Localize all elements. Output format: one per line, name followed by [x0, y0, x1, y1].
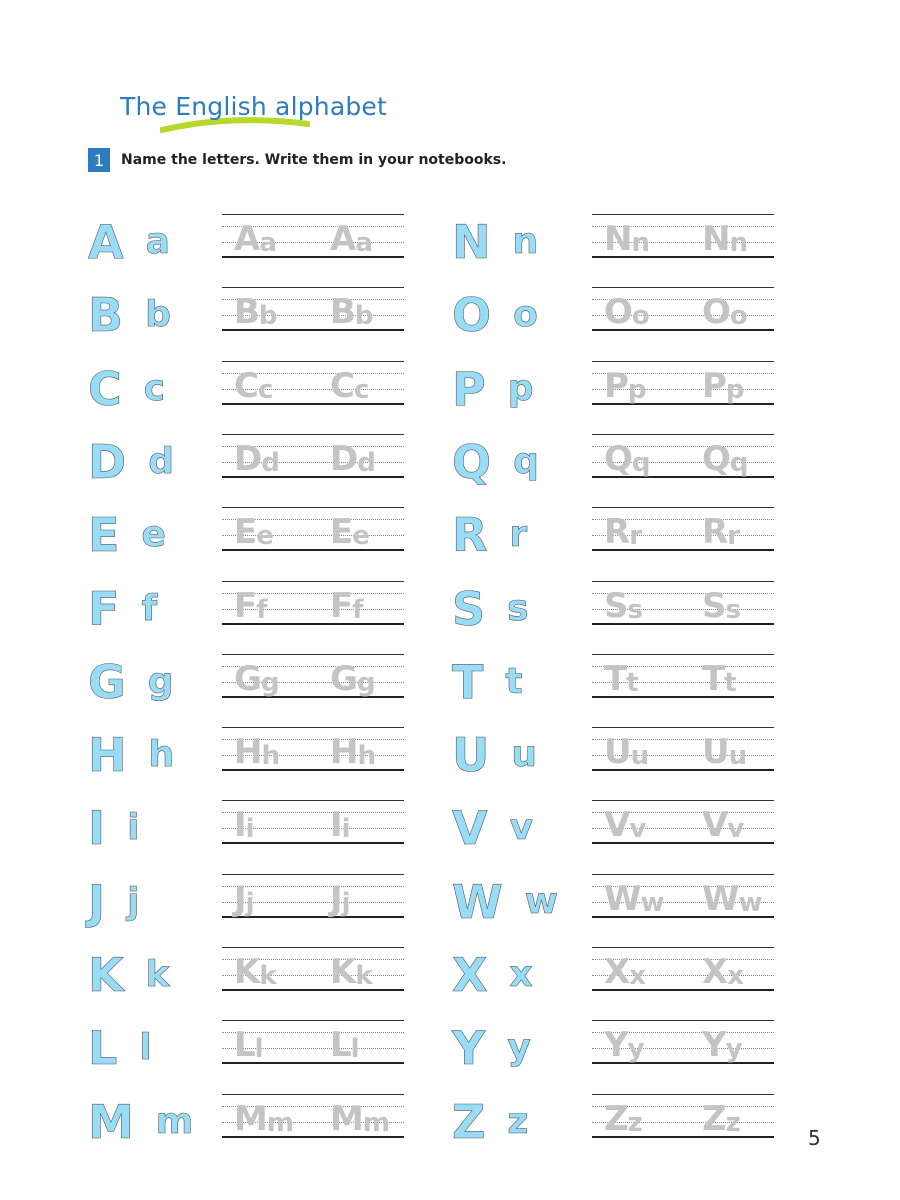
- trace-lowercase: r: [629, 521, 642, 551]
- tracing-letter-sample: [234, 509, 273, 552]
- model-lowercase-letter: v: [509, 807, 534, 848]
- trace-uppercase: Y: [604, 1025, 628, 1065]
- model-letter-pair: [452, 1094, 528, 1150]
- model-letter-pair: [88, 287, 171, 343]
- trace-lowercase: a: [259, 228, 276, 258]
- tracing-letter-sample: [604, 1096, 642, 1139]
- model-letter-pair: [452, 507, 527, 563]
- model-uppercase-letter: V: [452, 801, 488, 855]
- trace-lowercase: h: [261, 741, 279, 771]
- trace-lowercase: s: [725, 595, 740, 625]
- model-lowercase-letter: g: [147, 661, 174, 702]
- model-letter-pair: [452, 214, 538, 270]
- model-lowercase-letter: k: [145, 954, 170, 995]
- trace-uppercase: G: [234, 659, 261, 699]
- model-uppercase-letter: B: [88, 288, 124, 342]
- model-letter-pair: [88, 434, 174, 490]
- trace-lowercase: n: [729, 228, 747, 258]
- tracing-letter-sample: [702, 363, 744, 406]
- trace-uppercase: B: [234, 292, 259, 332]
- tracing-letter-sample: [702, 729, 747, 772]
- trace-uppercase: T: [604, 659, 627, 699]
- trace-uppercase: O: [604, 292, 632, 332]
- trace-lowercase: i: [245, 814, 254, 844]
- trace-uppercase: O: [702, 292, 730, 332]
- trace-uppercase: D: [330, 439, 358, 479]
- trace-lowercase: x: [727, 961, 743, 991]
- trace-lowercase: i: [341, 814, 350, 844]
- trace-uppercase: T: [702, 659, 725, 699]
- tracing-letter-sample: [234, 583, 267, 626]
- trace-lowercase: a: [355, 228, 372, 258]
- trace-lowercase: w: [738, 888, 762, 918]
- trace-lowercase: y: [725, 1034, 742, 1064]
- trace-uppercase: H: [330, 732, 358, 772]
- trace-uppercase: C: [234, 366, 258, 406]
- tracing-letter-sample: [702, 802, 744, 845]
- trace-uppercase: R: [702, 512, 728, 552]
- trace-uppercase: E: [330, 512, 353, 552]
- model-letter-pair: [88, 361, 165, 417]
- tracing-letter-sample: [702, 289, 747, 332]
- trace-uppercase: M: [234, 1099, 267, 1139]
- model-letter-pair: [452, 654, 523, 710]
- trace-uppercase: Z: [702, 1099, 726, 1139]
- tracing-letter-sample: [330, 363, 369, 406]
- trace-lowercase: b: [354, 301, 373, 331]
- tracing-letter-sample: [330, 509, 369, 552]
- model-letter-pair: [452, 727, 537, 783]
- trace-uppercase: E: [234, 512, 257, 552]
- tracing-letter-sample: [234, 1096, 293, 1139]
- model-uppercase-letter: A: [88, 215, 124, 269]
- model-letter-pair: [88, 654, 174, 710]
- model-letter-pair: [452, 581, 529, 637]
- tracing-letter-sample: [330, 1096, 389, 1139]
- trace-lowercase: z: [627, 1108, 642, 1138]
- trace-uppercase: A: [330, 219, 356, 259]
- model-uppercase-letter: U: [452, 728, 490, 782]
- trace-uppercase: M: [330, 1099, 363, 1139]
- model-uppercase-letter: C: [88, 362, 122, 416]
- model-letter-pair: [452, 1020, 531, 1076]
- trace-lowercase: u: [728, 741, 747, 771]
- model-uppercase-letter: H: [88, 728, 127, 782]
- model-lowercase-letter: y: [507, 1027, 531, 1068]
- model-lowercase-letter: f: [141, 588, 158, 629]
- tracing-letter-sample: [604, 509, 642, 552]
- trace-uppercase: I: [234, 805, 246, 845]
- tracing-letter-sample: [330, 656, 375, 699]
- model-lowercase-letter: i: [127, 807, 140, 848]
- trace-uppercase: X: [702, 952, 728, 992]
- model-uppercase-letter: L: [88, 1021, 118, 1075]
- trace-lowercase: m: [266, 1108, 293, 1138]
- trace-uppercase: Z: [604, 1099, 628, 1139]
- tracing-letter-sample: [604, 216, 649, 259]
- trace-uppercase: H: [234, 732, 262, 772]
- trace-lowercase: f: [256, 595, 267, 625]
- tracing-letter-sample: [702, 583, 740, 626]
- trace-lowercase: v: [727, 814, 744, 844]
- model-lowercase-letter: q: [513, 441, 539, 482]
- trace-uppercase: P: [604, 366, 628, 406]
- model-letter-pair: [88, 1020, 152, 1076]
- trace-lowercase: v: [629, 814, 646, 844]
- tracing-letter-sample: [604, 363, 646, 406]
- trace-lowercase: l: [350, 1034, 359, 1064]
- title-block: [120, 92, 390, 142]
- tracing-letter-sample: [330, 876, 350, 919]
- tracing-letter-sample: [330, 436, 375, 479]
- model-uppercase-letter: F: [88, 582, 120, 636]
- trace-lowercase: t: [626, 668, 638, 698]
- tracing-letter-sample: [330, 1022, 359, 1065]
- model-uppercase-letter: M: [88, 1095, 134, 1149]
- model-uppercase-letter: N: [452, 215, 491, 269]
- trace-uppercase: V: [604, 805, 630, 845]
- trace-lowercase: k: [355, 961, 372, 991]
- model-letter-pair: [452, 361, 534, 417]
- tracing-letter-sample: [604, 949, 645, 992]
- model-lowercase-letter: t: [505, 661, 523, 702]
- tracing-letter-sample: [234, 289, 277, 332]
- tracing-letter-sample: [330, 216, 372, 259]
- model-letter-pair: [88, 581, 157, 637]
- model-lowercase-letter: l: [139, 1027, 152, 1068]
- trace-uppercase: S: [604, 586, 628, 626]
- model-lowercase-letter: x: [509, 954, 533, 995]
- trace-uppercase: N: [604, 219, 632, 259]
- model-lowercase-letter: n: [512, 221, 539, 262]
- trace-lowercase: o: [729, 301, 747, 331]
- trace-uppercase: Q: [702, 439, 730, 479]
- trace-uppercase: F: [234, 586, 257, 626]
- model-uppercase-letter: W: [452, 875, 503, 929]
- model-uppercase-letter: E: [88, 508, 120, 562]
- model-uppercase-letter: O: [452, 288, 492, 342]
- tracing-letter-sample: [604, 436, 650, 479]
- model-uppercase-letter: T: [452, 655, 484, 709]
- trace-lowercase: j: [341, 888, 350, 918]
- tracing-letter-sample: [234, 876, 254, 919]
- trace-lowercase: g: [356, 668, 375, 698]
- trace-lowercase: m: [362, 1108, 389, 1138]
- trace-lowercase: s: [627, 595, 642, 625]
- model-lowercase-letter: z: [507, 1101, 529, 1142]
- trace-uppercase: L: [234, 1025, 255, 1065]
- trace-uppercase: K: [330, 952, 356, 992]
- tracing-letter-sample: [604, 289, 649, 332]
- trace-uppercase: Y: [702, 1025, 726, 1065]
- model-lowercase-letter: w: [524, 881, 559, 922]
- model-lowercase-letter: b: [145, 294, 171, 335]
- trace-lowercase: o: [631, 301, 649, 331]
- model-lowercase-letter: m: [155, 1101, 194, 1142]
- trace-lowercase: u: [630, 741, 649, 771]
- page-number: 5: [808, 1126, 821, 1150]
- trace-uppercase: J: [330, 879, 342, 919]
- model-lowercase-letter: s: [507, 588, 529, 629]
- tracing-letter-sample: [234, 802, 254, 845]
- trace-uppercase: P: [702, 366, 726, 406]
- model-letter-pair: [88, 214, 170, 270]
- model-lowercase-letter: u: [511, 734, 537, 775]
- trace-uppercase: Q: [604, 439, 632, 479]
- model-letter-pair: [88, 727, 174, 783]
- model-letter-pair: [452, 287, 538, 343]
- trace-uppercase: B: [330, 292, 355, 332]
- instruction-text: Name the letters. Write them in your notebooks.: [121, 152, 507, 168]
- model-lowercase-letter: j: [127, 881, 140, 922]
- model-uppercase-letter: D: [88, 435, 127, 489]
- trace-uppercase: K: [234, 952, 260, 992]
- model-lowercase-letter: e: [141, 514, 166, 555]
- model-letter-pair: [452, 434, 539, 490]
- trace-lowercase: n: [631, 228, 649, 258]
- model-lowercase-letter: d: [148, 441, 174, 482]
- tracing-letter-sample: [604, 656, 638, 699]
- model-letter-pair: [88, 800, 139, 856]
- model-uppercase-letter: P: [452, 362, 486, 416]
- model-uppercase-letter: Z: [452, 1095, 486, 1149]
- model-lowercase-letter: o: [513, 294, 538, 335]
- trace-lowercase: z: [725, 1108, 740, 1138]
- trace-lowercase: x: [629, 961, 645, 991]
- trace-lowercase: c: [257, 375, 273, 405]
- tracing-letter-sample: [702, 216, 747, 259]
- model-uppercase-letter: K: [88, 948, 124, 1002]
- tracing-letter-sample: [702, 656, 736, 699]
- trace-lowercase: q: [729, 448, 748, 478]
- trace-lowercase: e: [256, 521, 273, 551]
- model-lowercase-letter: c: [143, 368, 166, 409]
- trace-uppercase: A: [234, 219, 260, 259]
- trace-uppercase: V: [702, 805, 728, 845]
- model-uppercase-letter: X: [452, 948, 488, 1002]
- trace-uppercase: L: [330, 1025, 351, 1065]
- tracing-letter-sample: [330, 289, 373, 332]
- model-letter-pair: [88, 874, 139, 930]
- trace-lowercase: r: [727, 521, 740, 551]
- tracing-letter-sample: [604, 583, 642, 626]
- trace-lowercase: l: [254, 1034, 263, 1064]
- trace-uppercase: W: [702, 879, 739, 919]
- trace-lowercase: b: [258, 301, 277, 331]
- trace-lowercase: d: [261, 448, 279, 478]
- trace-uppercase: X: [604, 952, 630, 992]
- trace-uppercase: W: [604, 879, 641, 919]
- trace-lowercase: q: [631, 448, 650, 478]
- model-letter-pair: [452, 947, 533, 1003]
- model-uppercase-letter: G: [88, 655, 126, 709]
- model-lowercase-letter: a: [145, 221, 170, 262]
- model-lowercase-letter: h: [148, 734, 175, 775]
- trace-lowercase: w: [640, 888, 664, 918]
- model-lowercase-letter: p: [507, 368, 534, 409]
- tracing-letter-sample: [702, 949, 743, 992]
- tracing-letter-sample: [234, 656, 279, 699]
- tracing-letter-sample: [604, 1022, 644, 1065]
- tracing-letter-sample: [234, 1022, 263, 1065]
- tracing-letter-sample: [604, 802, 646, 845]
- trace-uppercase: G: [330, 659, 357, 699]
- tracing-letter-sample: [330, 802, 350, 845]
- tracing-letter-sample: [702, 509, 740, 552]
- trace-lowercase: c: [353, 375, 369, 405]
- trace-lowercase: d: [357, 448, 375, 478]
- tracing-letter-sample: [330, 583, 363, 626]
- trace-lowercase: p: [725, 375, 744, 405]
- tracing-letter-sample: [702, 1096, 740, 1139]
- trace-uppercase: N: [702, 219, 730, 259]
- trace-lowercase: p: [627, 375, 646, 405]
- trace-lowercase: h: [357, 741, 375, 771]
- tracing-letter-sample: [234, 729, 279, 772]
- tracing-letter-sample: [234, 216, 276, 259]
- model-uppercase-letter: Q: [452, 435, 492, 489]
- trace-lowercase: e: [352, 521, 369, 551]
- exercise-instruction: [88, 148, 506, 172]
- tracing-letter-sample: [702, 876, 762, 919]
- page-title: The English alphabet: [120, 92, 388, 121]
- tracing-letter-sample: [234, 436, 279, 479]
- model-letter-pair: [88, 1094, 193, 1150]
- model-letter-pair: [452, 874, 558, 930]
- tracing-letter-sample: [234, 949, 276, 992]
- trace-uppercase: F: [330, 586, 353, 626]
- trace-lowercase: y: [627, 1034, 644, 1064]
- trace-uppercase: U: [604, 732, 631, 772]
- exercise-number-badge: 1: [88, 148, 110, 172]
- trace-uppercase: I: [330, 805, 342, 845]
- trace-lowercase: f: [352, 595, 363, 625]
- tracing-letter-sample: [330, 729, 375, 772]
- model-uppercase-letter: Y: [452, 1021, 486, 1075]
- trace-uppercase: S: [702, 586, 726, 626]
- tracing-letter-sample: [702, 1022, 742, 1065]
- tracing-letter-sample: [604, 729, 649, 772]
- tracing-letter-sample: [234, 363, 273, 406]
- model-letter-pair: [88, 947, 170, 1003]
- trace-lowercase: g: [260, 668, 279, 698]
- model-uppercase-letter: R: [452, 508, 488, 562]
- model-uppercase-letter: I: [88, 801, 106, 855]
- tracing-letter-sample: [604, 876, 664, 919]
- trace-lowercase: k: [259, 961, 276, 991]
- tracing-letter-sample: [330, 949, 372, 992]
- model-letter-pair: [452, 800, 533, 856]
- trace-uppercase: J: [234, 879, 246, 919]
- model-letter-pair: [88, 507, 166, 563]
- tracing-letter-sample: [702, 436, 748, 479]
- trace-uppercase: D: [234, 439, 262, 479]
- trace-uppercase: U: [702, 732, 729, 772]
- trace-uppercase: C: [330, 366, 354, 406]
- model-uppercase-letter: S: [452, 582, 486, 636]
- trace-lowercase: j: [245, 888, 254, 918]
- model-lowercase-letter: r: [509, 514, 528, 555]
- trace-uppercase: R: [604, 512, 630, 552]
- trace-lowercase: t: [724, 668, 736, 698]
- model-uppercase-letter: J: [88, 875, 106, 929]
